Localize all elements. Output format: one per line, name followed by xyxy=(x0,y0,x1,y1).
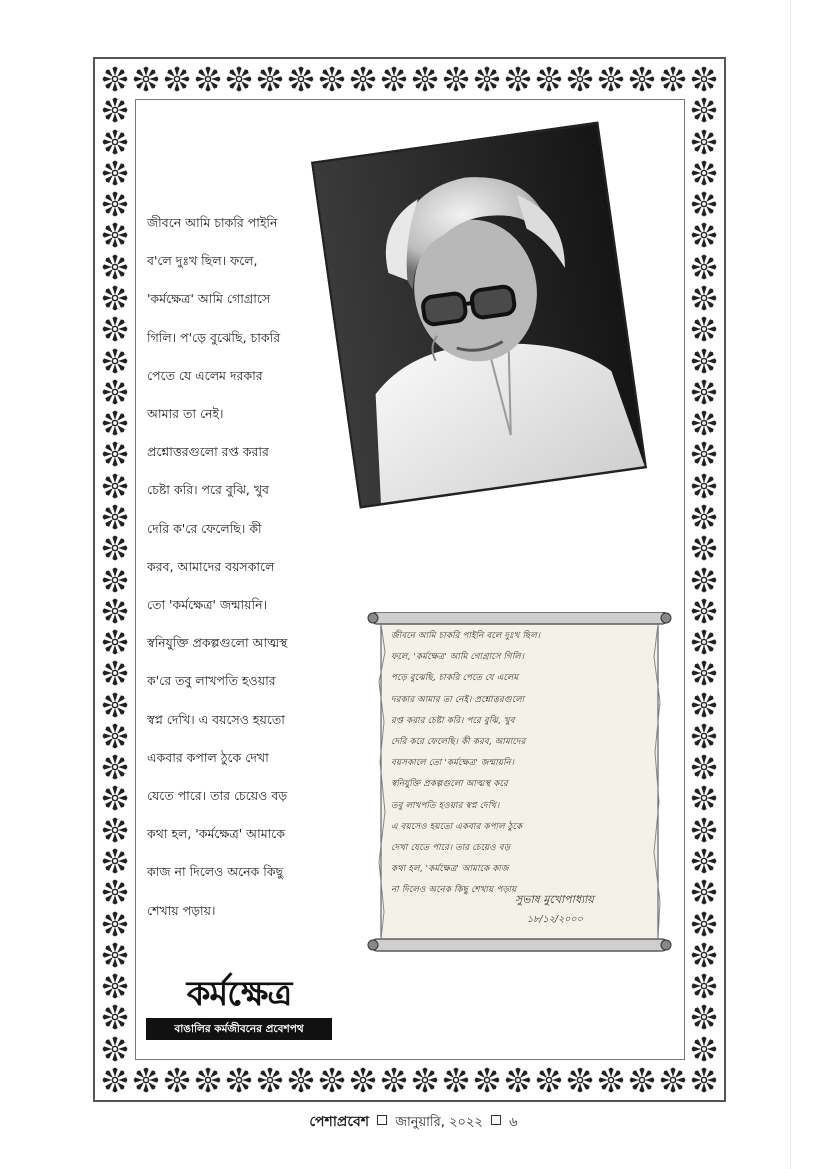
ornament-icon xyxy=(101,628,129,656)
ornament-icon xyxy=(101,503,129,531)
ornament-icon xyxy=(101,722,129,750)
handwritten-line: না দিলেও অনেক কিছু শেখায় পড়ায় xyxy=(391,885,517,896)
ornament-icon xyxy=(690,253,718,281)
ornament-icon xyxy=(442,1066,470,1094)
ornament-icon xyxy=(163,1066,191,1094)
ornament-icon xyxy=(535,65,563,93)
page-footer xyxy=(0,1110,827,1134)
ornament-icon xyxy=(690,753,718,781)
quote-line: একবার কপাল ঠুকে দেখা xyxy=(147,749,269,765)
ornament-icon xyxy=(690,96,718,124)
signature: সুভাষ মুখোপাধ্যায় xyxy=(515,893,594,906)
ornament-icon xyxy=(132,1066,160,1094)
ornament-icon xyxy=(101,878,129,906)
ornament-icon xyxy=(101,659,129,687)
ornament-icon xyxy=(101,691,129,719)
quote-line: যেতে পারে। তার চেয়েও বড় xyxy=(147,788,288,804)
ornament-icon xyxy=(225,1066,253,1094)
ornament-icon xyxy=(256,65,284,93)
portrait-illustration xyxy=(313,124,644,506)
quote-line: কথা হল, 'কর্মক্ষেত্র' আমাকে xyxy=(147,826,286,842)
footer-page-number: ৬ xyxy=(509,1115,518,1130)
ornament-icon xyxy=(101,128,129,156)
ornament-icon xyxy=(101,941,129,969)
ornament-icon xyxy=(225,65,253,93)
ornament-icon xyxy=(628,1066,656,1094)
ornament-icon xyxy=(690,816,718,844)
ornament-icon xyxy=(194,1066,222,1094)
ornament-icon xyxy=(101,378,129,406)
ornament-icon xyxy=(690,284,718,312)
handwritten-line: বয়সকালে তো 'কর্মক্ষেত্র' জন্মায়নি। xyxy=(391,758,515,769)
quote-line: গিলি। প'ড়ে বুঝেছি, চাকরি xyxy=(147,329,281,345)
ornament-icon xyxy=(101,753,129,781)
quote-body-text xyxy=(147,204,352,930)
quote-line: 'কর্মক্ষেত্র' আমি গোগ্রাসে xyxy=(147,291,271,307)
ornament-icon xyxy=(380,1066,408,1094)
ornament-icon xyxy=(287,65,315,93)
ornament-icon xyxy=(690,409,718,437)
ornament-icon xyxy=(101,284,129,312)
ornament-icon xyxy=(504,1066,532,1094)
ornament-icon xyxy=(690,347,718,375)
handwritten-line: ফলে, 'কর্মক্ষেত্র' আমি গোগ্রাসে গিলি। xyxy=(391,652,525,663)
ornament-icon xyxy=(101,440,129,468)
handwritten-line: দেখা যেতে পারে। তার চেয়েও বড় xyxy=(391,843,511,854)
ornament-icon xyxy=(101,190,129,218)
signature-date: ১৮/১২/২০০০ xyxy=(527,914,583,925)
ornament-icon xyxy=(318,65,346,93)
ornament-icon xyxy=(101,472,129,500)
handwritten-line: কথা হল, 'কর্মক্ষেত্র' আমাকে কাজ xyxy=(391,864,509,875)
ornament-icon xyxy=(566,1066,594,1094)
quote-line: পেতে যে এলেম দরকার xyxy=(147,367,263,383)
ornament-icon xyxy=(101,1066,129,1094)
footer-separator-icon xyxy=(491,1115,501,1125)
handwritten-line: পড়ে বুঝেছি, চাকরি পেতে যে এলেম xyxy=(391,673,519,684)
ornament-icon xyxy=(411,1066,439,1094)
ornament-icon xyxy=(690,221,718,249)
quote-line: স্বপ্ন দেখি। এ বয়সেও হয়তো xyxy=(147,711,285,727)
ornament-icon xyxy=(690,472,718,500)
quote-line: শেখায় পড়ায়। xyxy=(147,902,216,918)
ornament-icon xyxy=(380,65,408,93)
footer-magazine-name: পেশাপ্রবেশ xyxy=(309,1114,370,1130)
ornament-icon xyxy=(101,566,129,594)
handwritten-line: জীবনে আমি চাকরি পাইনি বলে দুঃখ ছিল। xyxy=(391,631,541,641)
logo-wordmark: কর্মক্ষেত্র xyxy=(186,974,292,1014)
karmakshetra-logo xyxy=(146,970,332,1042)
ornament-icon xyxy=(597,1066,625,1094)
ornament-icon xyxy=(690,534,718,562)
portrait-photo xyxy=(311,122,647,509)
ornament-icon xyxy=(101,315,129,343)
handwritten-line: দেরি করে ফেলেছি। কী করব, আমাদের xyxy=(391,737,526,748)
ornament-icon xyxy=(597,65,625,93)
ornament-icon xyxy=(628,65,656,93)
ornament-icon xyxy=(690,503,718,531)
ornament-icon xyxy=(101,221,129,249)
ornament-icon xyxy=(101,1003,129,1031)
ornament-icon xyxy=(442,65,470,93)
ornament-icon xyxy=(566,65,594,93)
ornament-icon xyxy=(101,1035,129,1063)
handwritten-line: দরকার আমার তা নেই। প্রশ্নোত্তরগুলো xyxy=(391,694,525,705)
ornament-icon xyxy=(690,659,718,687)
ornament-icon xyxy=(101,347,129,375)
ornament-icon xyxy=(101,253,129,281)
ornament-icon xyxy=(287,1066,315,1094)
ornament-icon xyxy=(256,1066,284,1094)
ornament-icon xyxy=(690,878,718,906)
ornament-icon xyxy=(690,65,718,93)
ornament-icon xyxy=(101,784,129,812)
ornament-icon xyxy=(690,910,718,938)
ornament-icon xyxy=(690,847,718,875)
ornament-icon xyxy=(690,628,718,656)
quote-line: ব'লে দুঃখ ছিল। ফলে, xyxy=(147,253,258,269)
ornament-icon xyxy=(101,159,129,187)
ornament-icon xyxy=(349,65,377,93)
quote-line: তো 'কর্মক্ষেত্র' জন্মায়নি। xyxy=(147,597,268,613)
logo-tagline: বাঙালির কর্মজীবনের প্রবেশপথ xyxy=(146,1018,332,1040)
ornament-icon xyxy=(101,972,129,1000)
quote-line: চেষ্টা করি। পরে বুঝি, খুব xyxy=(147,482,270,498)
ornament-icon xyxy=(690,597,718,625)
ornament-icon xyxy=(504,65,532,93)
ornament-icon xyxy=(194,65,222,93)
handwritten-note-scroll xyxy=(367,612,672,957)
ornament-icon xyxy=(101,910,129,938)
ornament-icon xyxy=(535,1066,563,1094)
quote-line: স্বনিযুক্তি প্রকল্পগুলো আত্মস্থ xyxy=(147,635,288,651)
page-edge-line xyxy=(790,0,791,1169)
ornament-icon xyxy=(690,722,718,750)
ornament-icon xyxy=(473,65,501,93)
ornament-icon xyxy=(690,691,718,719)
quote-line: করব, আমাদের বয়সকালে xyxy=(147,558,275,574)
ornament-icon xyxy=(101,597,129,625)
ornament-icon xyxy=(349,1066,377,1094)
ornament-icon xyxy=(690,440,718,468)
quote-line: কাজ না দিলেও অনেক কিছু xyxy=(147,864,284,880)
quote-line: জীবনে আমি চাকরি পাইনি xyxy=(147,215,278,230)
handwritten-line: এ বয়সেও হয়তো একবার কপাল ঠুকে xyxy=(391,821,523,832)
ornament-icon xyxy=(690,784,718,812)
handwritten-text xyxy=(391,626,656,902)
ornament-icon xyxy=(411,65,439,93)
ornament-icon xyxy=(690,1066,718,1094)
ornament-icon xyxy=(101,816,129,844)
handwritten-line: তবু লাখপতি হওয়ার স্বপ্ন দেখি। xyxy=(391,800,500,811)
ornament-icon xyxy=(690,1003,718,1031)
ornament-icon xyxy=(690,159,718,187)
ornament-icon xyxy=(690,941,718,969)
ornament-icon xyxy=(690,1035,718,1063)
ornament-icon xyxy=(690,566,718,594)
ornament-icon xyxy=(318,1066,346,1094)
ornament-icon xyxy=(163,65,191,93)
ornament-icon xyxy=(690,315,718,343)
ornament-icon xyxy=(101,65,129,93)
footer-date: জানুয়ারি, ২০২২ xyxy=(395,1115,483,1130)
quote-line: ক'রে তবু লাখপতি হওয়ার xyxy=(147,673,276,689)
ornament-icon xyxy=(101,409,129,437)
ornament-icon xyxy=(132,65,160,93)
ornament-icon xyxy=(690,972,718,1000)
ornament-icon xyxy=(473,1066,501,1094)
handwritten-line: স্বনিযুক্তি প্রকল্পগুলো আত্মস্থ করে xyxy=(391,779,508,790)
ornament-icon xyxy=(101,847,129,875)
quote-line: দেরি ক'রে ফেলেছি। কী xyxy=(147,520,262,536)
ornament-icon xyxy=(690,128,718,156)
ornament-icon xyxy=(690,378,718,406)
ornament-icon xyxy=(659,1066,687,1094)
footer-separator-icon xyxy=(377,1115,387,1125)
ornament-icon xyxy=(101,96,129,124)
quote-line: প্রশ্নোত্তরগুলো রপ্ত করার xyxy=(147,444,269,460)
ornament-icon xyxy=(690,190,718,218)
ornament-icon xyxy=(659,65,687,93)
handwritten-line: রপ্ত করার চেষ্টা করি। পরে বুঝি, খুব xyxy=(391,715,515,726)
quote-line: আমার তা নেই। xyxy=(147,406,224,422)
ornament-icon xyxy=(101,534,129,562)
